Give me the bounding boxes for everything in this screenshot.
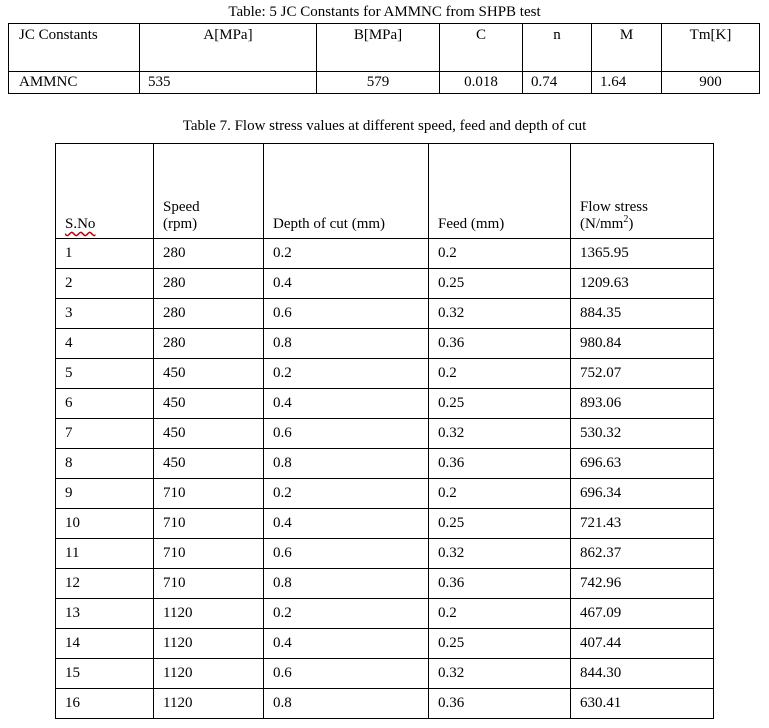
table-cell: 5 [56,359,154,389]
table-cell: 450 [154,419,264,449]
table-row [56,539,714,569]
table5-cell: 579 [317,72,440,94]
table-cell: 0.36 [429,329,571,359]
speed-header-line1: Speed [163,199,200,215]
table-cell: 280 [154,329,264,359]
table5-cell: 900 [662,72,760,94]
table-cell: 0.2 [264,599,429,629]
table-cell: 0.6 [264,419,429,449]
table-cell: 862.37 [571,539,714,569]
table-cell: 893.06 [571,389,714,419]
table5-cell: 1.64 [592,72,662,94]
table-row [56,359,714,389]
table-cell: 0.32 [429,539,571,569]
table-cell: 0.36 [429,689,571,719]
table-cell: 8 [56,449,154,479]
table5-header-cell: n [523,24,592,72]
table-cell: 280 [154,299,264,329]
jc-constants-table [8,23,760,94]
table-row [56,689,714,719]
table-cell: 15 [56,659,154,689]
table5-header-row [9,24,760,72]
flow-header-line1: Flow stress [580,199,648,215]
flow-header-line2 [580,216,713,233]
table5-header-cell: A[MPa] [140,24,317,72]
table-cell: 280 [154,269,264,299]
table-cell: 407.44 [571,629,714,659]
table-cell: 450 [154,389,264,419]
table-cell: 12 [56,569,154,599]
table-cell: 0.4 [264,629,429,659]
table7-caption: Table 7. Flow stress values at different speed, feed and depth of cut [182,118,587,134]
table5-header-cell: C [440,24,523,72]
table-cell: 0.2 [429,239,571,269]
table-cell: 1120 [154,659,264,689]
table-cell: 721.43 [571,509,714,539]
table5-header-cell: B[MPa] [317,24,440,72]
table-cell: 1209.63 [571,269,714,299]
depth-header: Depth of cut (mm) [264,144,429,239]
table-cell: 3 [56,299,154,329]
table-row [56,449,714,479]
table-cell: 0.6 [264,299,429,329]
table-cell: 710 [154,509,264,539]
table-cell: 0.2 [264,359,429,389]
table-cell: 696.63 [571,449,714,479]
table5-cell: 535 [140,72,317,94]
table-cell: 0.2 [264,239,429,269]
table-cell: 0.25 [429,509,571,539]
table-row [56,599,714,629]
table-cell: 0.8 [264,329,429,359]
table-row [56,269,714,299]
sno-header [56,144,154,239]
table-cell: 1120 [154,599,264,629]
table-cell: 0.32 [429,419,571,449]
table-cell: 14 [56,629,154,659]
table-cell: 0.36 [429,569,571,599]
table-cell: 6 [56,389,154,419]
table-cell: 0.36 [429,449,571,479]
flow-unit-pre: (N/mm [580,216,624,232]
table7-header-row [56,144,714,239]
sno-header-label: S.No [65,216,96,232]
table-cell: 4 [56,329,154,359]
table-row [56,329,714,359]
table-cell: 696.34 [571,479,714,509]
table-cell: 0.8 [264,569,429,599]
table-cell: 530.32 [571,419,714,449]
table-cell: 0.32 [429,659,571,689]
table-cell: 10 [56,509,154,539]
table-row [56,389,714,419]
table-cell: 450 [154,359,264,389]
table-cell: 0.2 [429,479,571,509]
table-cell: 9 [56,479,154,509]
table-cell: 844.30 [571,659,714,689]
table-cell: 0.2 [264,479,429,509]
table5-cell: AMMNC [9,72,140,94]
table-cell: 0.25 [429,269,571,299]
table-row [56,659,714,689]
speed-header-line2: (rpm) [163,216,198,232]
table-cell: 710 [154,569,264,599]
table-row [56,569,714,599]
table-cell: 1 [56,239,154,269]
table-cell: 0.25 [429,389,571,419]
table-cell: 752.07 [571,359,714,389]
table-cell: 0.4 [264,389,429,419]
table-row [56,509,714,539]
table5-data-row [9,72,760,94]
table-cell: 467.09 [571,599,714,629]
table-cell: 710 [154,539,264,569]
table-cell: 742.96 [571,569,714,599]
feed-header: Feed (mm) [429,144,571,239]
flow-unit-post: ) [628,216,634,232]
table-cell: 2 [56,269,154,299]
table-row [56,479,714,509]
table-cell: 710 [154,479,264,509]
table-row [56,629,714,659]
table-cell: 13 [56,599,154,629]
table-cell: 0.6 [264,659,429,689]
table-cell: 0.4 [264,509,429,539]
table5-cell: 0.74 [523,72,592,94]
table-cell: 450 [154,449,264,479]
flow-stress-header [571,144,714,239]
table-cell: 7 [56,419,154,449]
table-cell: 0.2 [429,359,571,389]
table-cell: 0.25 [429,629,571,659]
flow-stress-table [55,143,714,719]
table-cell: 980.84 [571,329,714,359]
table5-header-cell: JC Constants [9,24,140,72]
table-row [56,419,714,449]
table-cell: 884.35 [571,299,714,329]
table-cell: 280 [154,239,264,269]
table-cell: 1365.95 [571,239,714,269]
table-cell: 16 [56,689,154,719]
table5-header-cell: M [592,24,662,72]
table-cell: 630.41 [571,689,714,719]
table-cell: 11 [56,539,154,569]
table-cell: 0.6 [264,539,429,569]
table-cell: 0.8 [264,689,429,719]
table-row [56,299,714,329]
table-cell: 1120 [154,689,264,719]
table5-cell: 0.018 [440,72,523,94]
table-cell: 0.32 [429,299,571,329]
table-cell: 0.8 [264,449,429,479]
table-cell: 0.4 [264,269,429,299]
flow-unit-sup: 2 [623,214,629,225]
table5-caption: Table: 5 JC Constants for AMMNC from SHPB test [228,4,541,20]
table-row [56,239,714,269]
table-cell: 0.2 [429,599,571,629]
table-cell: 1120 [154,629,264,659]
speed-header [154,144,264,239]
table5-header-cell: Tm[K] [662,24,760,72]
